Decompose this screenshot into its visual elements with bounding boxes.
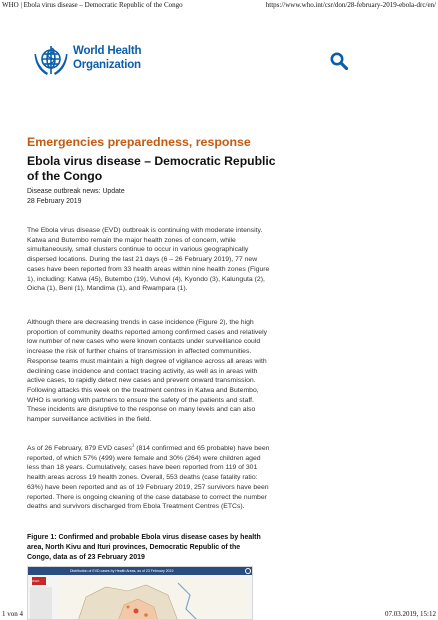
print-datetime: 07.03.2019, 15:12 <box>385 610 436 618</box>
paragraph-3-rest: (814 confirmed and 65 probable) have been reported, of which 57% (499) were female and 30% (264) were children aged less than 18 years. Cumulatively, cases have been reported from 119 of 301 health areas across 19 health zones. Overall, 553 deaths (case fatality ratio: 63%) have been reported and as of 19 February 2019, 257 survivors have been reported. There is ongoing cleaning of the case database to correct the number deaths and survivors discharged from Ebola Treatment Centres (ETCs). <box>27 445 270 511</box>
section-title[interactable]: Emergencies preparedness, response <box>27 135 251 149</box>
paragraph-1: The Ebola virus disease (EVD) outbreak is continuing with moderate intensity. Katwa and Butembo remain the major health zones of concern, while simultaneously, small clusters continue to occur in various geographically dispersed locations. During the last 21 days (6 – 26 February 2019), 77 new cases have been reported from 33 health areas within nine health zones (Figure 1), including: Katwa (45), Butembo (19), Vuhovi (4), Kyondo (3), Kalunguta (2), Oicha (1), Beni (1), Mandima (1), and Rwampara (1). <box>27 227 270 293</box>
figure-title-bar <box>28 567 253 575</box>
page-number: 1 von 4 <box>2 610 23 618</box>
article-meta <box>27 187 125 207</box>
logo-line-1: World Health <box>73 45 142 57</box>
print-header <box>0 0 438 11</box>
footnote-ref-1[interactable]: 1 <box>131 442 135 448</box>
logo-line-2: Organization <box>73 59 141 71</box>
who-emblem-icon <box>33 42 69 78</box>
paragraph-3-start: As of 26 February, 879 EVD cases <box>27 445 132 452</box>
who-wordmark <box>73 44 141 72</box>
print-header-url: https://www.who.int/csr/don/28-february-2019-ebola-drc/en/ <box>265 1 436 9</box>
search-icon[interactable] <box>330 52 348 70</box>
article-date: 28 February 2019 <box>27 198 82 205</box>
article-type: Disease outbreak news: Update <box>27 188 125 195</box>
print-header-title: WHO | Ebola virus disease – Democratic Republic of the Congo <box>2 1 183 9</box>
who-logo[interactable] <box>33 42 183 78</box>
paragraph-2: Although there are decreasing trends in case incidence (Figure 2), the high proportion of community deaths reported among confirmed cases and relatively low number of new cases who were known contacts under surveillance could increase the risk of further chains of transmission in affected communities. Response teams must maintain a high degree of vigilance across all areas with declining case incidence and contact tracing activity, as well as in areas with active cases, to rapidly detect new cases and prevent onward transmission. Following attacks this week on the treatment centres in Katwa and Butembo, WHO is working with partners to ensure the safety of the patients and staff. These incidents are disruptive to the response on many levels and can also hamper surveillance activities in the field. <box>27 319 268 424</box>
paragraph-3 <box>27 444 271 512</box>
page-title: Ebola virus disease – Democratic Republic of the Congo <box>27 154 276 183</box>
who-badge-icon <box>245 568 251 574</box>
figure-1-caption: Figure 1: Confirmed and probable Ebola virus disease cases by health area, North Kivu and Ituri provinces, Democratic Republic of the Congo, data as of 23 February 2019 <box>27 534 261 561</box>
figure-bar-title: Distribution of EVD cases by Health Areas, as of 23 February 2019 <box>70 569 174 573</box>
red-badge-label: WHO <box>32 579 40 583</box>
print-footer <box>0 609 438 620</box>
